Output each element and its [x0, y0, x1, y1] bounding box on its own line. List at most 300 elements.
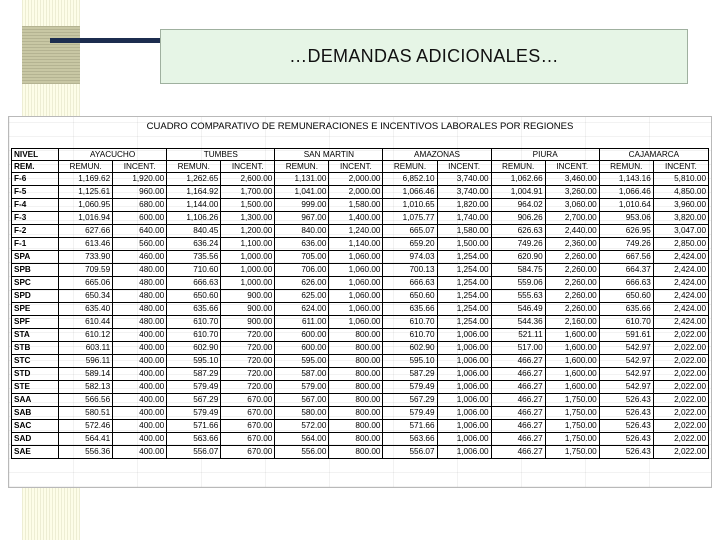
- remuneration-cell: 466.27: [491, 355, 545, 368]
- table-row: [12, 368, 709, 381]
- incentive-cell: 960.00: [113, 186, 167, 199]
- remuneration-cell: 635.66: [167, 303, 221, 316]
- incentive-cell: 2,022.00: [653, 394, 708, 407]
- region-header: SAN MARTIN: [275, 149, 383, 161]
- remuneration-cell: 650.60: [383, 290, 437, 303]
- incentive-cell: 670.00: [221, 407, 275, 420]
- remuneration-cell: 626.00: [275, 277, 329, 290]
- incentive-cell: 1,006.00: [437, 342, 491, 355]
- remuneration-cell: 840.45: [167, 225, 221, 238]
- table-row: [12, 381, 709, 394]
- remuneration-cell: 610.70: [383, 329, 437, 342]
- remuneration-cell: 700.13: [383, 264, 437, 277]
- remuneration-cell: 1,016.94: [59, 212, 113, 225]
- incentive-cell: 1,254.00: [437, 303, 491, 316]
- table-row: [12, 316, 709, 329]
- incentive-cell: 1,200.00: [221, 225, 275, 238]
- level-cell: F-3: [12, 212, 59, 225]
- remuneration-cell: 526.43: [599, 446, 653, 459]
- remuneration-cell: 1,010.65: [383, 199, 437, 212]
- incentive-cell: 1,600.00: [545, 368, 599, 381]
- incentive-cell: 1,300.00: [221, 212, 275, 225]
- remuneration-cell: 542.97: [599, 381, 653, 394]
- incentive-cell: 670.00: [221, 394, 275, 407]
- remuneration-cell: 666.63: [599, 277, 653, 290]
- remun-subheader: REMUN.: [491, 161, 545, 173]
- incentive-cell: 1,254.00: [437, 316, 491, 329]
- remuneration-cell: 587.29: [383, 368, 437, 381]
- incentive-cell: 560.00: [113, 238, 167, 251]
- incentive-cell: 480.00: [113, 264, 167, 277]
- remuneration-cell: 967.00: [275, 212, 329, 225]
- level-cell: STB: [12, 342, 59, 355]
- remuneration-cell: 580.00: [275, 407, 329, 420]
- incentive-cell: 400.00: [113, 420, 167, 433]
- incentive-cell: 2,424.00: [653, 277, 708, 290]
- region-header-row: [12, 149, 709, 161]
- remuneration-cell: 542.97: [599, 342, 653, 355]
- incentive-cell: 720.00: [221, 368, 275, 381]
- remuneration-cell: 706.00: [275, 264, 329, 277]
- incentive-cell: 1,060.00: [329, 277, 383, 290]
- incentive-cell: 2,600.00: [221, 173, 275, 186]
- incentive-cell: 2,022.00: [653, 381, 708, 394]
- incentive-cell: 900.00: [221, 290, 275, 303]
- incentive-cell: 800.00: [329, 446, 383, 459]
- remuneration-cell: 602.90: [167, 342, 221, 355]
- incentive-cell: 1,100.00: [221, 238, 275, 251]
- level-cell: SPB: [12, 264, 59, 277]
- incentive-cell: 2,022.00: [653, 329, 708, 342]
- remuneration-cell: 579.49: [167, 407, 221, 420]
- remun-subheader: REMUN.: [383, 161, 437, 173]
- remuneration-cell: 733.90: [59, 251, 113, 264]
- remuneration-cell: 526.43: [599, 407, 653, 420]
- table-title: CUADRO COMPARATIVO DE REMUNERACIONES E INCENTIVOS LABORALES POR REGIONES: [146, 121, 574, 132]
- remuneration-cell: 602.90: [383, 342, 437, 355]
- incentive-cell: 2,850.00: [653, 238, 708, 251]
- incentive-cell: 800.00: [329, 433, 383, 446]
- table-row: [12, 329, 709, 342]
- remuneration-cell: 667.56: [599, 251, 653, 264]
- incentive-cell: 2,424.00: [653, 290, 708, 303]
- incentive-cell: 1,600.00: [545, 342, 599, 355]
- incentive-cell: 1,006.00: [437, 433, 491, 446]
- incentive-cell: 3,260.00: [545, 186, 599, 199]
- incentive-cell: 2,260.00: [545, 264, 599, 277]
- remuneration-cell: 1,164.92: [167, 186, 221, 199]
- remuneration-cell: 542.97: [599, 368, 653, 381]
- incentive-cell: 2,260.00: [545, 303, 599, 316]
- remuneration-cell: 611.00: [275, 316, 329, 329]
- incentive-cell: 2,022.00: [653, 368, 708, 381]
- remuneration-cell: 595.10: [167, 355, 221, 368]
- remuneration-cell: 1,066.46: [383, 186, 437, 199]
- remuneration-cell: 610.70: [383, 316, 437, 329]
- remuneration-cell: 906.26: [491, 212, 545, 225]
- incentive-cell: 2,424.00: [653, 303, 708, 316]
- region-header: PIURA: [491, 149, 599, 161]
- incentive-cell: 1,254.00: [437, 277, 491, 290]
- incentive-cell: 1,920.00: [113, 173, 167, 186]
- level-cell: STE: [12, 381, 59, 394]
- remuneration-cell: 589.14: [59, 368, 113, 381]
- salary-comparison-table: [11, 148, 709, 459]
- remuneration-cell: 595.00: [275, 355, 329, 368]
- incentive-cell: 480.00: [113, 303, 167, 316]
- remuneration-cell: 625.00: [275, 290, 329, 303]
- remuneration-cell: 666.63: [383, 277, 437, 290]
- level-cell: SPF: [12, 316, 59, 329]
- incentive-cell: 480.00: [113, 277, 167, 290]
- remuneration-cell: 1,062.66: [491, 173, 545, 186]
- remuneration-cell: 1,131.00: [275, 173, 329, 186]
- remuneration-cell: 556.00: [275, 446, 329, 459]
- incentive-cell: 1,006.00: [437, 394, 491, 407]
- incentive-cell: 1,740.00: [437, 212, 491, 225]
- incentive-cell: 400.00: [113, 446, 167, 459]
- remuneration-cell: 664.37: [599, 264, 653, 277]
- incentive-cell: 2,700.00: [545, 212, 599, 225]
- level-cell: F-1: [12, 238, 59, 251]
- remuneration-cell: 572.46: [59, 420, 113, 433]
- incentive-cell: 1,254.00: [437, 290, 491, 303]
- incentive-cell: 720.00: [221, 342, 275, 355]
- remuneration-cell: 626.95: [599, 225, 653, 238]
- incentive-cell: 800.00: [329, 355, 383, 368]
- incent-subheader: INCENT.: [653, 161, 708, 173]
- remuneration-cell: 635.40: [59, 303, 113, 316]
- incent-subheader: INCENT.: [545, 161, 599, 173]
- remuneration-cell: 600.00: [275, 342, 329, 355]
- remuneration-cell: 466.27: [491, 407, 545, 420]
- remuneration-cell: 635.66: [383, 303, 437, 316]
- incentive-cell: 1,750.00: [545, 420, 599, 433]
- incentive-cell: 1,000.00: [221, 264, 275, 277]
- remuneration-cell: 1,066.46: [599, 186, 653, 199]
- incentive-cell: 1,006.00: [437, 355, 491, 368]
- remuneration-cell: 974.03: [383, 251, 437, 264]
- remuneration-cell: 1,143.16: [599, 173, 653, 186]
- subheader-row: [12, 161, 709, 173]
- rem-header: REM.: [12, 161, 59, 173]
- level-cell: F-4: [12, 199, 59, 212]
- incentive-cell: 1,254.00: [437, 251, 491, 264]
- remuneration-cell: 544.36: [491, 316, 545, 329]
- remun-subheader: REMUN.: [275, 161, 329, 173]
- table-row: [12, 199, 709, 212]
- level-cell: SAD: [12, 433, 59, 446]
- incentive-cell: 400.00: [113, 329, 167, 342]
- remuneration-cell: 636.24: [167, 238, 221, 251]
- remun-subheader: REMUN.: [599, 161, 653, 173]
- remuneration-cell: 953.06: [599, 212, 653, 225]
- incentive-cell: 2,022.00: [653, 355, 708, 368]
- level-cell: STC: [12, 355, 59, 368]
- incentive-cell: 1,700.00: [221, 186, 275, 199]
- remuneration-cell: 564.00: [275, 433, 329, 446]
- table-row: [12, 212, 709, 225]
- incentive-cell: 2,000.00: [329, 186, 383, 199]
- remuneration-cell: 650.60: [599, 290, 653, 303]
- level-cell: SAB: [12, 407, 59, 420]
- incentive-cell: 1,240.00: [329, 225, 383, 238]
- incentive-cell: 5,810.00: [653, 173, 708, 186]
- incentive-cell: 1,000.00: [221, 251, 275, 264]
- level-cell: SAC: [12, 420, 59, 433]
- slide-title-box: [160, 29, 688, 84]
- table-row: [12, 173, 709, 186]
- remuneration-cell: 636.00: [275, 238, 329, 251]
- table-row: [12, 303, 709, 316]
- incentive-cell: 900.00: [221, 303, 275, 316]
- incentive-cell: 800.00: [329, 394, 383, 407]
- level-cell: STD: [12, 368, 59, 381]
- remuneration-cell: 650.60: [167, 290, 221, 303]
- remuneration-cell: 627.66: [59, 225, 113, 238]
- level-cell: SAE: [12, 446, 59, 459]
- incentive-cell: 400.00: [113, 342, 167, 355]
- table-row: [12, 355, 709, 368]
- incentive-cell: 460.00: [113, 251, 167, 264]
- incentive-cell: 800.00: [329, 407, 383, 420]
- remuneration-cell: 666.63: [167, 277, 221, 290]
- remuneration-cell: 564.41: [59, 433, 113, 446]
- incentive-cell: 1,820.00: [437, 199, 491, 212]
- remuneration-cell: 635.66: [599, 303, 653, 316]
- incentive-cell: 800.00: [329, 342, 383, 355]
- incentive-cell: 800.00: [329, 329, 383, 342]
- incentive-cell: 3,460.00: [545, 173, 599, 186]
- level-header: NIVEL: [12, 149, 59, 161]
- incent-subheader: INCENT.: [329, 161, 383, 173]
- remuneration-cell: 1,060.95: [59, 199, 113, 212]
- remuneration-cell: 579.00: [275, 381, 329, 394]
- incentive-cell: 3,960.00: [653, 199, 708, 212]
- remuneration-cell: 610.70: [599, 316, 653, 329]
- incentive-cell: 2,424.00: [653, 251, 708, 264]
- level-cell: F-6: [12, 173, 59, 186]
- remuneration-cell: 572.00: [275, 420, 329, 433]
- incentive-cell: 800.00: [329, 420, 383, 433]
- level-cell: F-2: [12, 225, 59, 238]
- incentive-cell: 2,260.00: [545, 277, 599, 290]
- incentive-cell: 1,006.00: [437, 329, 491, 342]
- remuneration-cell: 603.11: [59, 342, 113, 355]
- remuneration-cell: 626.63: [491, 225, 545, 238]
- incentive-cell: 1,006.00: [437, 407, 491, 420]
- incentive-cell: 1,500.00: [221, 199, 275, 212]
- remuneration-cell: 1,144.00: [167, 199, 221, 212]
- level-cell: SPC: [12, 277, 59, 290]
- incentive-cell: 720.00: [221, 329, 275, 342]
- remuneration-cell: 580.51: [59, 407, 113, 420]
- remuneration-cell: 595.10: [383, 355, 437, 368]
- level-cell: SPE: [12, 303, 59, 316]
- remuneration-cell: 582.13: [59, 381, 113, 394]
- table-row: [12, 433, 709, 446]
- incentive-cell: 2,022.00: [653, 407, 708, 420]
- remuneration-cell: 6,852.10: [383, 173, 437, 186]
- remuneration-cell: 563.66: [167, 433, 221, 446]
- remuneration-cell: 610.70: [167, 329, 221, 342]
- incentive-cell: 800.00: [329, 381, 383, 394]
- incentive-cell: 800.00: [329, 368, 383, 381]
- remuneration-cell: 1,125.61: [59, 186, 113, 199]
- incentive-cell: 400.00: [113, 407, 167, 420]
- incentive-cell: 1,600.00: [545, 381, 599, 394]
- remuneration-cell: 735.56: [167, 251, 221, 264]
- incentive-cell: 1,006.00: [437, 368, 491, 381]
- remuneration-cell: 705.00: [275, 251, 329, 264]
- incentive-cell: 1,750.00: [545, 394, 599, 407]
- remuneration-cell: 521.11: [491, 329, 545, 342]
- incentive-cell: 1,750.00: [545, 407, 599, 420]
- incent-subheader: INCENT.: [437, 161, 491, 173]
- incentive-cell: 1,600.00: [545, 355, 599, 368]
- incentive-cell: 1,060.00: [329, 251, 383, 264]
- remuneration-cell: 610.44: [59, 316, 113, 329]
- remuneration-cell: 613.46: [59, 238, 113, 251]
- remuneration-cell: 840.00: [275, 225, 329, 238]
- incentive-cell: 400.00: [113, 381, 167, 394]
- remuneration-cell: 624.00: [275, 303, 329, 316]
- remuneration-cell: 749.26: [491, 238, 545, 251]
- incentive-cell: 2,022.00: [653, 342, 708, 355]
- remuneration-cell: 749.26: [599, 238, 653, 251]
- remuneration-cell: 466.27: [491, 368, 545, 381]
- remuneration-cell: 610.12: [59, 329, 113, 342]
- incentive-cell: 1,254.00: [437, 264, 491, 277]
- remun-subheader: REMUN.: [167, 161, 221, 173]
- level-cell: F-5: [12, 186, 59, 199]
- remuneration-cell: 526.43: [599, 420, 653, 433]
- remuneration-cell: 600.00: [275, 329, 329, 342]
- remuneration-cell: 466.27: [491, 420, 545, 433]
- incentive-cell: 2,022.00: [653, 446, 708, 459]
- region-header: TUMBES: [167, 149, 275, 161]
- table-row: [12, 394, 709, 407]
- incentive-cell: 480.00: [113, 290, 167, 303]
- incentive-cell: 2,440.00: [545, 225, 599, 238]
- remuneration-cell: 526.43: [599, 394, 653, 407]
- level-cell: SAA: [12, 394, 59, 407]
- incentive-cell: 1,060.00: [329, 290, 383, 303]
- remuneration-cell: 571.66: [167, 420, 221, 433]
- incentive-cell: 720.00: [221, 355, 275, 368]
- incentive-cell: 670.00: [221, 433, 275, 446]
- remuneration-cell: 556.07: [167, 446, 221, 459]
- incentive-cell: 1,600.00: [545, 329, 599, 342]
- incentive-cell: 1,140.00: [329, 238, 383, 251]
- incentive-cell: 1,006.00: [437, 446, 491, 459]
- table-row: [12, 186, 709, 199]
- remuneration-cell: 1,169.62: [59, 173, 113, 186]
- remuneration-cell: 563.66: [383, 433, 437, 446]
- remuneration-cell: 466.27: [491, 433, 545, 446]
- incentive-cell: 680.00: [113, 199, 167, 212]
- remuneration-cell: 546.49: [491, 303, 545, 316]
- remuneration-cell: 665.06: [59, 277, 113, 290]
- incentive-cell: 3,060.00: [545, 199, 599, 212]
- remuneration-cell: 567.29: [383, 394, 437, 407]
- region-header: CAJAMARCA: [599, 149, 708, 161]
- decorative-bar: [50, 38, 162, 43]
- incentive-cell: 1,006.00: [437, 420, 491, 433]
- remun-subheader: REMUN.: [59, 161, 113, 173]
- incentive-cell: 3,740.00: [437, 186, 491, 199]
- remuneration-cell: 1,041.00: [275, 186, 329, 199]
- level-cell: STA: [12, 329, 59, 342]
- table-row: [12, 277, 709, 290]
- slide-title: …DEMANDAS ADICIONALES…: [289, 46, 559, 66]
- incent-subheader: INCENT.: [113, 161, 167, 173]
- remuneration-cell: 1,075.77: [383, 212, 437, 225]
- incentive-cell: 2,260.00: [545, 251, 599, 264]
- table-row: [12, 407, 709, 420]
- remuneration-cell: 567.00: [275, 394, 329, 407]
- remuneration-cell: 1,262.65: [167, 173, 221, 186]
- table-row: [12, 290, 709, 303]
- incent-subheader: INCENT.: [221, 161, 275, 173]
- incentive-cell: 3,820.00: [653, 212, 708, 225]
- incentive-cell: 1,580.00: [329, 199, 383, 212]
- region-header: AMAZONAS: [383, 149, 491, 161]
- remuneration-cell: 999.00: [275, 199, 329, 212]
- incentive-cell: 4,850.00: [653, 186, 708, 199]
- remuneration-cell: 542.97: [599, 355, 653, 368]
- incentive-cell: 1,060.00: [329, 264, 383, 277]
- remuneration-cell: 517.00: [491, 342, 545, 355]
- incentive-cell: 670.00: [221, 420, 275, 433]
- level-cell: SPD: [12, 290, 59, 303]
- remuneration-cell: 579.49: [383, 381, 437, 394]
- incentive-cell: 1,006.00: [437, 381, 491, 394]
- incentive-cell: 720.00: [221, 381, 275, 394]
- incentive-cell: 400.00: [113, 433, 167, 446]
- incentive-cell: 400.00: [113, 355, 167, 368]
- incentive-cell: 2,260.00: [545, 290, 599, 303]
- remuneration-cell: 571.66: [383, 420, 437, 433]
- remuneration-cell: 579.49: [383, 407, 437, 420]
- remuneration-cell: 566.56: [59, 394, 113, 407]
- incentive-cell: 670.00: [221, 446, 275, 459]
- remuneration-cell: 526.43: [599, 433, 653, 446]
- remuneration-cell: 710.60: [167, 264, 221, 277]
- remuneration-cell: 556.07: [383, 446, 437, 459]
- incentive-cell: 2,160.00: [545, 316, 599, 329]
- table-row: [12, 264, 709, 277]
- incentive-cell: 640.00: [113, 225, 167, 238]
- remuneration-cell: 556.36: [59, 446, 113, 459]
- incentive-cell: 2,424.00: [653, 264, 708, 277]
- incentive-cell: 1,750.00: [545, 433, 599, 446]
- incentive-cell: 2,022.00: [653, 433, 708, 446]
- incentive-cell: 2,424.00: [653, 316, 708, 329]
- table-row: [12, 342, 709, 355]
- remuneration-cell: 610.70: [167, 316, 221, 329]
- incentive-cell: 2,360.00: [545, 238, 599, 251]
- remuneration-cell: 555.63: [491, 290, 545, 303]
- region-header: AYACUCHO: [59, 149, 167, 161]
- table-row: [12, 251, 709, 264]
- remuneration-cell: 559.06: [491, 277, 545, 290]
- remuneration-cell: 579.49: [167, 381, 221, 394]
- remuneration-cell: 587.00: [275, 368, 329, 381]
- incentive-cell: 2,000.00: [329, 173, 383, 186]
- table-row: [12, 446, 709, 459]
- level-cell: SPA: [12, 251, 59, 264]
